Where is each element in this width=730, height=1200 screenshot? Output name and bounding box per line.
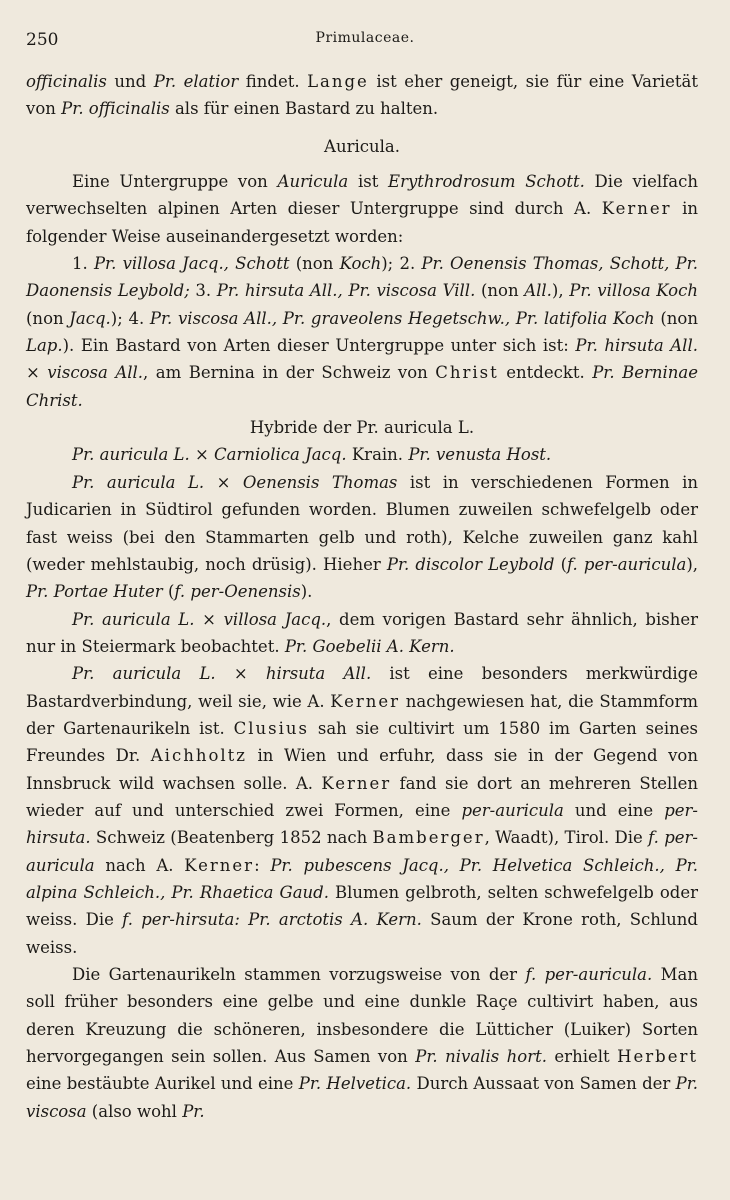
page-body	[26, 68, 698, 1125]
section-title: Auricula.	[324, 136, 400, 156]
page-header	[0, 30, 730, 58]
paragraph-carniolica: Pr. auricula L. × Carniolica Jacq. Krain. Pr. venusta Host.	[72, 445, 552, 465]
paragraph-oenensis: Pr. auricula L. × Oenensis Thomas ist in verschiedenen Formen in Judicarien in Südtirol gefunden worden. Blumen zuweilen schwefelgelb oder fast weiss (bei den Stammarten gelb und roth), Kelche zuweilen ganz kahl (weder mehlstaubig, noch drüsig). Hieher Pr. discolor Leybold (f. per-auricula), Pr. Portae Huter (f. per-Oenensis).	[26, 472, 698, 602]
paragraph-hirsuta: Pr. auricula L. × hirsuta All. ist eine besonders merkwürdige Bastardverbindung, weil sie, wie A. Kerner nachgewiesen hat, die Stammform der Gartenaurikeln ist. Clusius sah sie cultivirt um 1580 im Garten seines Freundes Dr. Aichholtz in Wien und erfuhr, dass sie in der Gegend von Innsbruck wild wachsen solle. A. Kerner fand sie dort an mehreren Stellen wieder auf und unterschied zwei Formen, eine per-auricula und eine per-hirsuta. Schweiz (Beatenberg 1852 nach Bamberger, Waadt), Tirol. Die f. per-auricula nach A. Kerner: Pr. pubescens Jacq., Pr. Helvetica Schleich., Pr. alpina Schleich., Pr. Rhaetica Gaud. Blumen gelbroth, selten schwefelgelb oder weiss. Die f. per-hirsuta: Pr. arctotis A. Kern. Saum der Krone roth, Schlund weiss.	[26, 664, 699, 957]
paragraph-intro: officinalis und Pr. elatior findet. Lange ist eher geneigt, sie für eine Varietät von Pr. officinalis als für einen Bastard zu halten.	[26, 72, 698, 119]
paragraph-villosa: Pr. auricula L. × villosa Jacq., dem vorigen Bastard sehr ähnlich, bisher nur in Steiermark beobachtet. Pr. Goebelii A. Kern.	[26, 609, 698, 656]
paragraph-garden-auricula: Die Gartenaurikeln stammen vorzugsweise von der f. per-auricula. Man soll früher besonders eine gelbe und eine dunkle Raçe cultivirt haben, aus deren Kreuzung die schöneren, insbesondere die Lütticher (Luiker) Sorten hervorgegangen sein sollen. Aus Samen von Pr. nivalis hort. erhielt Herbert eine bestäubte Aurikel und eine Pr. Helvetica. Durch Aussaat von Samen der Pr. viscosa (also wohl Pr.	[26, 965, 699, 1121]
page-number: 250	[26, 30, 59, 50]
running-title: Primulaceae.	[315, 30, 415, 46]
paragraph-subgroup: Eine Untergruppe von Auricula ist Erythrodrosum Schott. Die vielfach verwechselten alpinen Arten dieser Untergruppe sind durch A. Kerner in folgender Weise auseinandergesetzt worden:	[26, 172, 698, 246]
subheading-hybrids: Hybride der Pr. auricula L.	[249, 418, 475, 438]
paragraph-species-list: 1. Pr. villosa Jacq., Schott (non Koch); 2. Pr. Oenensis Thomas, Schott, Pr. Daonensis Leybold; 3. Pr. hirsuta All., Pr. viscosa Vill. (non All.), Pr. villosa Koch (non Jacq.); 4. Pr. viscosa All., Pr. graveolens Hegetschw., Pr. latifolia Koch (non Lap.). Ein Bastard von Arten dieser Untergruppe unter sich ist: Pr. hirsuta All. × viscosa All., am Bernina in der Schweiz von Christ entdeckt. Pr. Berninae Christ.	[26, 254, 698, 410]
